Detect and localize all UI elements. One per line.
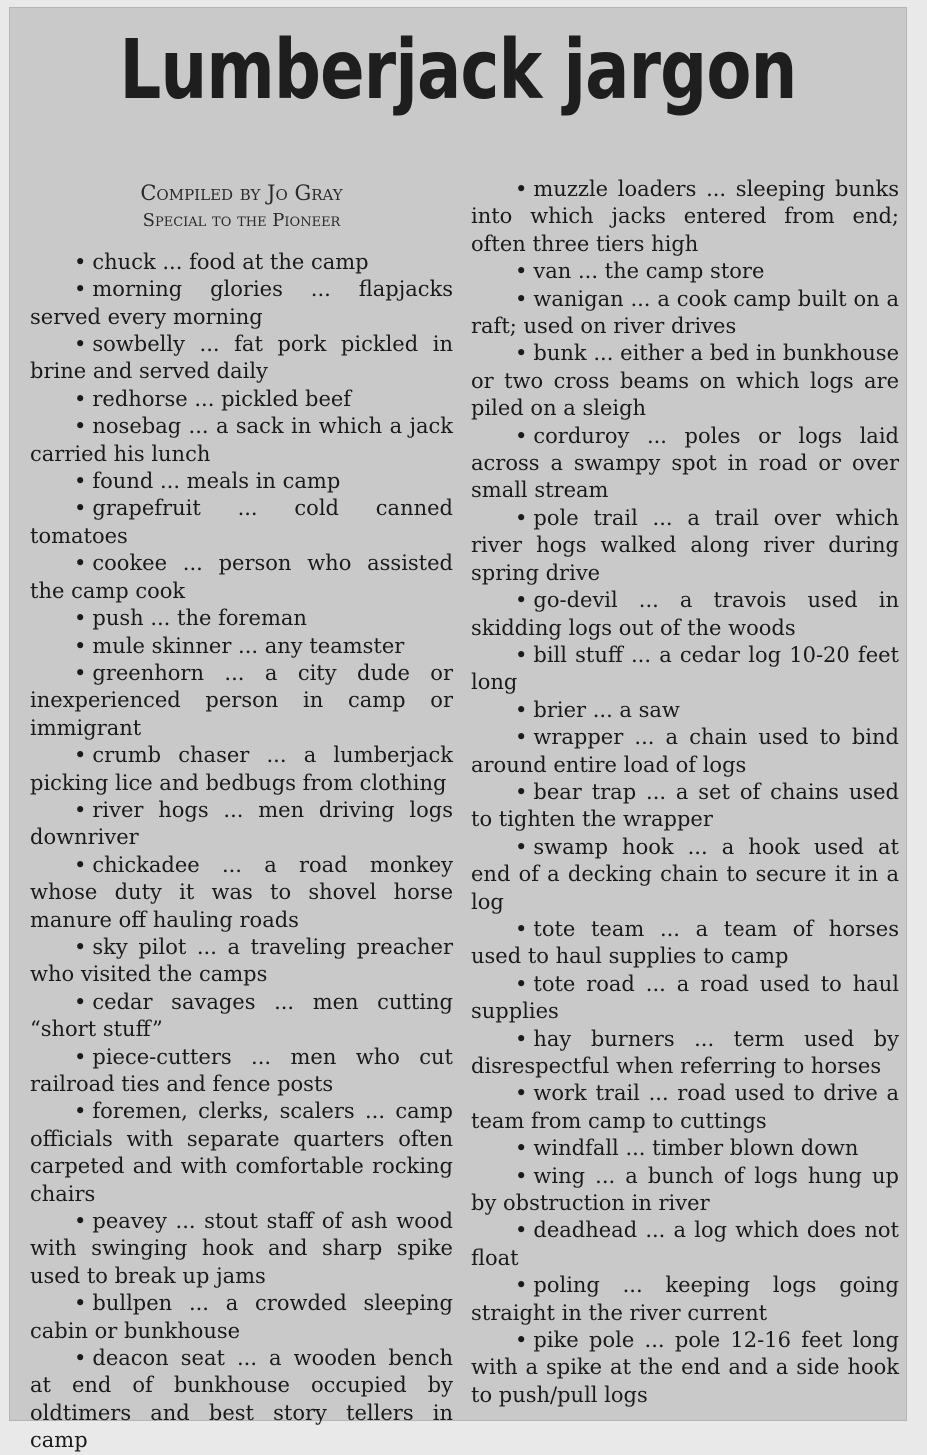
- byline-special: Special to the Pioneer: [142, 210, 341, 232]
- glossary-entry-text: push ... the foreman: [92, 606, 307, 631]
- bullet-icon: •: [515, 1081, 528, 1106]
- glossary-entry-text: brier ... a saw: [533, 697, 680, 722]
- glossary-entry: [30, 1290, 453, 1345]
- glossary-entry: [30, 1098, 453, 1208]
- bullet-icon: •: [515, 697, 528, 722]
- glossary-entry: [471, 258, 899, 285]
- glossary-entry: [471, 1135, 899, 1162]
- headline: Lumberjack jargon: [119, 23, 797, 118]
- glossary-entry-text: bunk ... either a bed in bunkhouse or two cross beams on which logs are piled on a sleigh: [471, 341, 899, 421]
- glossary-entry: [30, 331, 453, 386]
- glossary-entry: [30, 660, 453, 742]
- glossary-entry-text: poling ... keeping logs going straight in the river current: [471, 1273, 899, 1325]
- glossary-entry: [30, 934, 453, 989]
- bullet-icon: •: [74, 386, 87, 411]
- glossary-entry-text: wanigan ... a cook camp built on a raft; used on river drives: [471, 286, 899, 339]
- glossary-entry-text: pole trail ... a trail over which river hogs walked along river during spring drive: [471, 505, 899, 585]
- bullet-icon: •: [515, 1136, 528, 1161]
- bullet-icon: •: [74, 496, 87, 521]
- glossary-entry-text: foremen, clerks, scalers ... camp officials with separate quarters often carpeted and with comfortable rocking chairs: [30, 1099, 453, 1206]
- glossary-entry-text: greenhorn ... a city dude or inexperienced person in camp or immigrant: [30, 660, 453, 740]
- glossary-entry-text: bill stuff ... a cedar log 10-20 feet long: [471, 642, 899, 695]
- byline-compiled: Compiled by Jo Gray: [140, 181, 343, 205]
- bullet-icon: •: [515, 971, 528, 996]
- glossary-entry-text: pike pole ... pole 12-16 feet long with a spike at the end and a side hook to push/pull logs: [471, 1328, 899, 1407]
- glossary-entry-text: sky pilot ... a traveling preacher who visited the camps: [30, 934, 453, 987]
- glossary-entry: [30, 1345, 453, 1455]
- bullet-icon: •: [74, 249, 87, 274]
- bullet-icon: •: [74, 934, 87, 959]
- glossary-entry: [471, 724, 899, 779]
- bullet-icon: •: [74, 1099, 87, 1124]
- glossary-entry-text: crumb chaser ... a lumberjack picking lice and bedbugs from clothing: [30, 743, 453, 795]
- left-column: [30, 176, 453, 1455]
- glossary-entry-text: mule skinner ... any teamster: [92, 633, 405, 658]
- bullet-icon: •: [515, 1273, 528, 1298]
- glossary-entry-text: van ... the camp store: [533, 259, 765, 284]
- bullet-icon: •: [74, 1346, 87, 1371]
- glossary-entry: [30, 1044, 453, 1099]
- glossary-entry: [471, 834, 899, 916]
- glossary-entry: [471, 340, 899, 422]
- glossary-entry-text: redhorse ... pickled beef: [92, 386, 352, 411]
- glossary-entry: [30, 413, 453, 468]
- glossary-list-left: [30, 249, 453, 1455]
- bullet-icon: •: [515, 1328, 528, 1353]
- glossary-entry-text: grapefruit ... cold canned tomatoes: [30, 496, 453, 548]
- glossary-entry: [471, 642, 899, 697]
- bullet-icon: •: [74, 1044, 87, 1069]
- newspaper-clipping: [10, 8, 906, 1453]
- bullet-icon: •: [515, 779, 528, 804]
- glossary-entry-text: bear trap ... a set of chains used to tighten the wrapper: [471, 779, 899, 832]
- glossary-entry: [471, 1327, 899, 1409]
- bullet-icon: •: [515, 834, 528, 859]
- bullet-icon: •: [515, 916, 528, 941]
- glossary-entry-text: morning glories ... flapjacks served every morning: [30, 277, 453, 329]
- bullet-icon: •: [74, 633, 87, 658]
- bullet-icon: •: [515, 725, 528, 750]
- bullet-icon: •: [74, 606, 87, 631]
- glossary-entry-text: river hogs ... men driving logs downriver: [30, 797, 453, 850]
- glossary-entry: [471, 1080, 899, 1135]
- glossary-entry-text: work trail ... road used to drive a team from camp to cuttings: [471, 1081, 899, 1133]
- glossary-entry: [471, 971, 899, 1026]
- bullet-icon: •: [74, 797, 87, 822]
- bullet-icon: •: [74, 989, 87, 1014]
- glossary-entry-text: chickadee ... a road monkey whose duty it was to shovel horse manure off hauling roads: [30, 852, 453, 932]
- glossary-entry-text: sowbelly ... fat pork pickled in brine and served daily: [30, 332, 453, 384]
- glossary-entry-text: swamp hook ... a hook used at end of a decking chain to secure it in a log: [471, 834, 899, 914]
- glossary-entry: [471, 176, 899, 258]
- glossary-entry: [30, 633, 453, 660]
- glossary-entry: [471, 1217, 899, 1272]
- bullet-icon: •: [74, 660, 87, 685]
- bullet-icon: •: [515, 505, 528, 530]
- bullet-icon: •: [74, 1291, 87, 1316]
- bullet-icon: •: [515, 286, 528, 311]
- glossary-entry: [30, 742, 453, 797]
- glossary-entry-text: deadhead ... a log which does not float: [471, 1218, 899, 1270]
- glossary-entry: [30, 550, 453, 605]
- glossary-entry: [30, 276, 453, 331]
- glossary-entry-text: tote team ... a team of horses used to haul supplies to camp: [471, 916, 899, 969]
- bullet-icon: •: [515, 1218, 528, 1243]
- glossary-entry-text: hay burners ... term used by disrespectful when referring to horses: [471, 1026, 899, 1078]
- glossary-entry-text: cedar savages ... men cutting “short stuff”: [30, 989, 453, 1042]
- glossary-entry: [471, 423, 899, 505]
- glossary-entry: [30, 386, 453, 413]
- bullet-icon: •: [515, 341, 528, 366]
- bullet-icon: •: [515, 1163, 528, 1188]
- bullet-icon: •: [74, 469, 87, 494]
- glossary-entry: [30, 468, 453, 495]
- glossary-entry: [30, 249, 453, 276]
- bullet-icon: •: [74, 414, 87, 439]
- glossary-entry: [30, 852, 453, 934]
- glossary-entry-text: corduroy ... poles or logs laid across a swampy spot in road or over small stream: [471, 423, 899, 503]
- glossary-entry-text: deacon seat ... a wooden bench at end of bunkhouse occupied by oldtimers and best story tellers in camp: [30, 1346, 453, 1453]
- glossary-entry: [30, 989, 453, 1044]
- glossary-entry: [471, 505, 899, 587]
- glossary-entry: [471, 697, 899, 724]
- glossary-entry-text: go-devil ... a travois used in skidding logs out of the woods: [471, 588, 899, 640]
- bullet-icon: •: [74, 852, 87, 877]
- bullet-icon: •: [515, 259, 528, 284]
- glossary-entry: [471, 916, 899, 971]
- bullet-icon: •: [515, 642, 528, 667]
- bullet-icon: •: [515, 1026, 528, 1051]
- glossary-entry-text: chuck ... food at the camp: [92, 249, 369, 274]
- bullet-icon: •: [515, 588, 528, 613]
- bullet-icon: •: [74, 332, 87, 357]
- glossary-entry: [30, 797, 453, 852]
- glossary-entry: [471, 286, 899, 341]
- glossary-entry: [30, 1208, 453, 1290]
- glossary-entry-text: cookee ... person who assisted the camp cook: [30, 551, 453, 603]
- glossary-entry: [30, 605, 453, 632]
- glossary-entry-text: peavey ... stout staff of ash wood with swinging hook and sharp spike used to break up jams: [30, 1209, 453, 1288]
- glossary-entry: [471, 1272, 899, 1327]
- glossary-entry: [471, 779, 899, 834]
- right-column: [471, 176, 899, 1409]
- glossary-entry: [30, 495, 453, 550]
- glossary-entry-text: bullpen ... a crowded sleeping cabin or bunkhouse: [30, 1291, 453, 1343]
- glossary-entry-text: wing ... a bunch of logs hung up by obstruction in river: [471, 1163, 899, 1216]
- bullet-icon: •: [74, 743, 87, 768]
- glossary-entry-text: tote road ... a road used to haul supplies: [471, 971, 899, 1024]
- glossary-entry-text: wrapper ... a chain used to bind around entire load of logs: [471, 725, 899, 777]
- bullet-icon: •: [515, 423, 528, 448]
- glossary-entry-text: windfall ... timber blown down: [533, 1136, 859, 1161]
- glossary-entry: [471, 1163, 899, 1218]
- glossary-entry-text: piece-cutters ... men who cut railroad ties and fence posts: [30, 1044, 453, 1096]
- bullet-icon: •: [515, 177, 528, 201]
- bullet-icon: •: [74, 1209, 87, 1234]
- glossary-entry: [471, 1026, 899, 1081]
- glossary-entry-text: nosebag ... a sack in which a jack carried his lunch: [30, 414, 453, 466]
- glossary-list-right: [471, 176, 899, 1409]
- glossary-entry-text: muzzle loaders ... sleeping bunks into which jacks entered from end; often three tiers high: [471, 177, 899, 256]
- bullet-icon: •: [74, 551, 87, 576]
- bullet-icon: •: [74, 277, 87, 302]
- glossary-entry: [471, 587, 899, 642]
- glossary-entry-text: found ... meals in camp: [92, 469, 341, 494]
